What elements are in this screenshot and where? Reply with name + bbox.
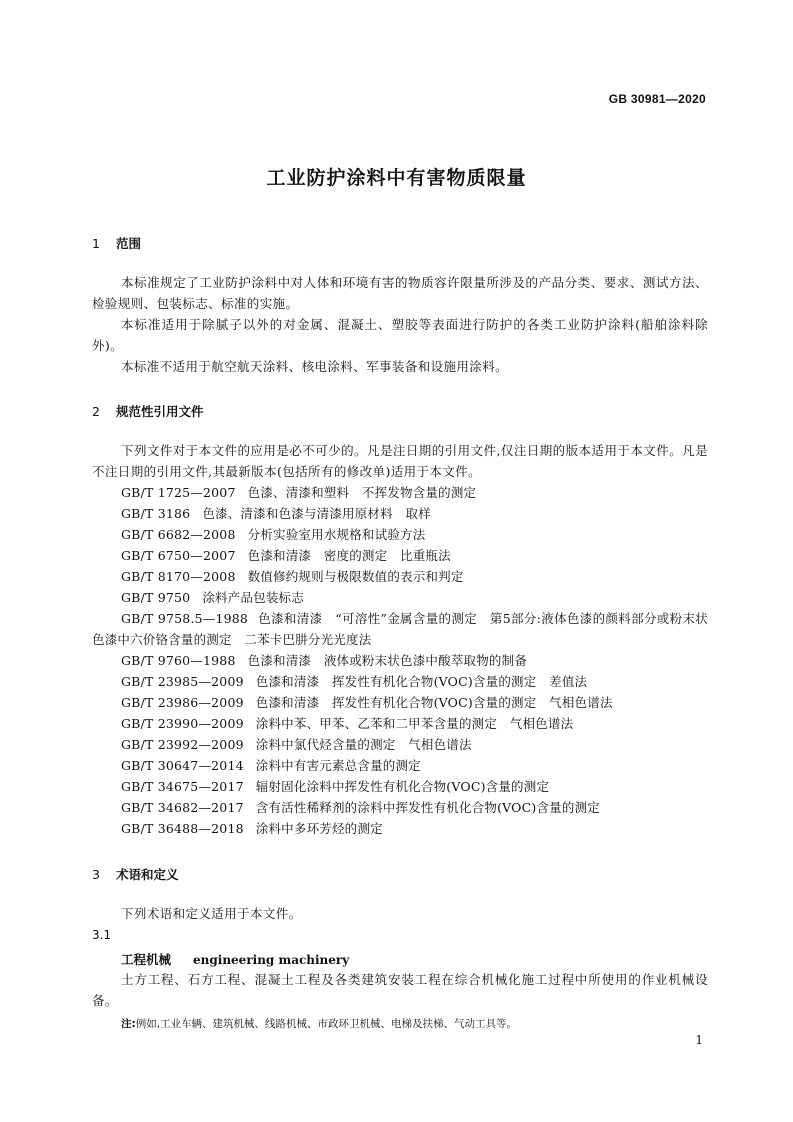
reference-item bbox=[121, 776, 549, 797]
reference-item bbox=[121, 713, 573, 734]
paragraph: 本标准适用于除腻子以外的对金属、混凝土、塑胶等表面进行防护的各类工业防护涂料(船舶涂料除外)。 bbox=[92, 317, 708, 353]
reference-code: GB/T 23986—2009 bbox=[121, 695, 244, 710]
section-number: 1 bbox=[92, 236, 100, 251]
note bbox=[121, 1016, 517, 1031]
reference-code: GB/T 8170—2008 bbox=[121, 569, 236, 584]
subsection-number: 3.1 bbox=[92, 928, 112, 942]
reference-title: 涂料中氯代烃含量的测定 气相色谱法 bbox=[255, 737, 472, 752]
reference-title: 色漆和清漆 挥发性有机化合物(VOC)含量的测定 气相色谱法 bbox=[255, 695, 613, 710]
term-entry bbox=[121, 950, 349, 968]
paragraph: 下列术语和定义适用于本文件。 bbox=[121, 906, 302, 921]
section-2-heading bbox=[92, 402, 204, 420]
reference-item bbox=[121, 545, 451, 566]
document-title: 工业防护涂料中有害物质限量 bbox=[266, 167, 527, 189]
reference-item bbox=[121, 692, 613, 713]
reference-item bbox=[121, 671, 587, 692]
reference-title: 色漆和清漆 密度的测定 比重瓶法 bbox=[247, 548, 451, 563]
reference-item bbox=[121, 650, 527, 671]
reference-code: GB/T 36488—2018 bbox=[121, 821, 244, 836]
reference-code: GB/T 30647—2014 bbox=[121, 758, 244, 773]
reference-code: GB/T 34682—2017 bbox=[121, 800, 244, 815]
reference-title: 含有活性稀释剂的涂料中挥发性有机化合物(VOC)含量的测定 bbox=[255, 800, 600, 815]
section-title: 规范性引用文件 bbox=[116, 404, 204, 419]
reference-title: 数值修约规则与极限数值的表示和判定 bbox=[247, 569, 464, 584]
term-english: engineering machinery bbox=[193, 953, 350, 967]
reference-title: 辐射固化涂料中挥发性有机化合物(VOC)含量的测定 bbox=[255, 779, 550, 794]
reference-code: GB/T 23990—2009 bbox=[121, 716, 244, 731]
reference-code: GB/T 9760—1988 bbox=[121, 653, 236, 668]
reference-title: 色漆和清漆 “可溶性”金属含量的测定 第5部分:液体色漆的颜料部分或粉末状色漆中六价铬含量的测定 二苯卡巴肼分光光度法 bbox=[92, 611, 708, 647]
reference-title: 色漆、清漆和塑料 不挥发物含量的测定 bbox=[247, 485, 477, 500]
reference-code: GB/T 1725—2007 bbox=[121, 485, 236, 500]
reference-item bbox=[121, 503, 431, 524]
reference-code: GB/T 6682—2008 bbox=[121, 527, 236, 542]
paragraph: 本标准不适用于航空航天涂料、核电涂料、军事装备和设施用涂料。 bbox=[121, 359, 509, 374]
reference-item bbox=[121, 755, 421, 776]
reference-code: GB/T 23985—2009 bbox=[121, 674, 244, 689]
term-chinese: 工程机械 bbox=[121, 952, 172, 967]
reference-code: GB/T 9750 bbox=[121, 590, 191, 605]
reference-title: 涂料中苯、甲苯、乙苯和二甲苯含量的测定 气相色谱法 bbox=[255, 716, 574, 731]
reference-item bbox=[121, 566, 464, 587]
section-1-heading bbox=[92, 234, 141, 252]
section-number: 2 bbox=[92, 404, 100, 419]
reference-title: 色漆、清漆和色漆与清漆用原材料 取样 bbox=[202, 506, 431, 521]
reference-title: 涂料中多环芳烃的测定 bbox=[255, 821, 383, 836]
section-3-heading bbox=[92, 865, 179, 883]
reference-item bbox=[121, 524, 425, 545]
reference-title: 涂料中有害元素总含量的测定 bbox=[255, 758, 421, 773]
reference-item bbox=[121, 482, 476, 503]
reference-item bbox=[121, 818, 383, 839]
note-label: 注: bbox=[121, 1018, 136, 1030]
term-definition: 土方工程、石方工程、混凝土工程及各类建筑安装工程在综合机械化施工过程中所使用的作业机械设备。 bbox=[92, 972, 708, 1008]
section-title: 术语和定义 bbox=[116, 867, 179, 882]
reference-title: 分析实验室用水规格和试验方法 bbox=[247, 527, 426, 542]
reference-item bbox=[121, 734, 472, 755]
reference-item bbox=[121, 797, 600, 818]
reference-code: GB/T 6750—2007 bbox=[121, 548, 236, 563]
reference-title: 涂料产品包装标志 bbox=[202, 590, 304, 605]
page-number: 1 bbox=[695, 1033, 703, 1047]
reference-item bbox=[121, 587, 304, 608]
reference-title: 色漆和清漆 液体或粉末状色漆中酸萃取物的制备 bbox=[247, 653, 528, 668]
standard-number: GB 30981—2020 bbox=[608, 92, 706, 106]
reference-code: GB/T 9758.5—1988 bbox=[121, 611, 249, 626]
note-text: 例如,工业车辆、建筑机械、线路机械、市政环卫机械、电梯及扶梯、气动工具等。 bbox=[135, 1018, 518, 1030]
reference-code: GB/T 34675—2017 bbox=[121, 779, 244, 794]
paragraph: 本标准规定了工业防护涂料中对人体和环境有害的物质容许限量所涉及的产品分类、要求、测试方法、检验规则、包装标志、标准的实施。 bbox=[92, 275, 708, 311]
section-title: 范围 bbox=[116, 236, 142, 251]
paragraph: 下列文件对于本文件的应用是必不可少的。凡是注日期的引用文件,仅注日期的版本适用于本文件。凡是不注日期的引用文件,其最新版本(包括所有的修改单)适用于本文件。 bbox=[92, 443, 708, 479]
reference-title: 色漆和清漆 挥发性有机化合物(VOC)含量的测定 差值法 bbox=[255, 674, 588, 689]
reference-item bbox=[92, 608, 708, 650]
section-number: 3 bbox=[92, 867, 100, 882]
reference-code: GB/T 23992—2009 bbox=[121, 737, 244, 752]
reference-code: GB/T 3186 bbox=[121, 506, 191, 521]
